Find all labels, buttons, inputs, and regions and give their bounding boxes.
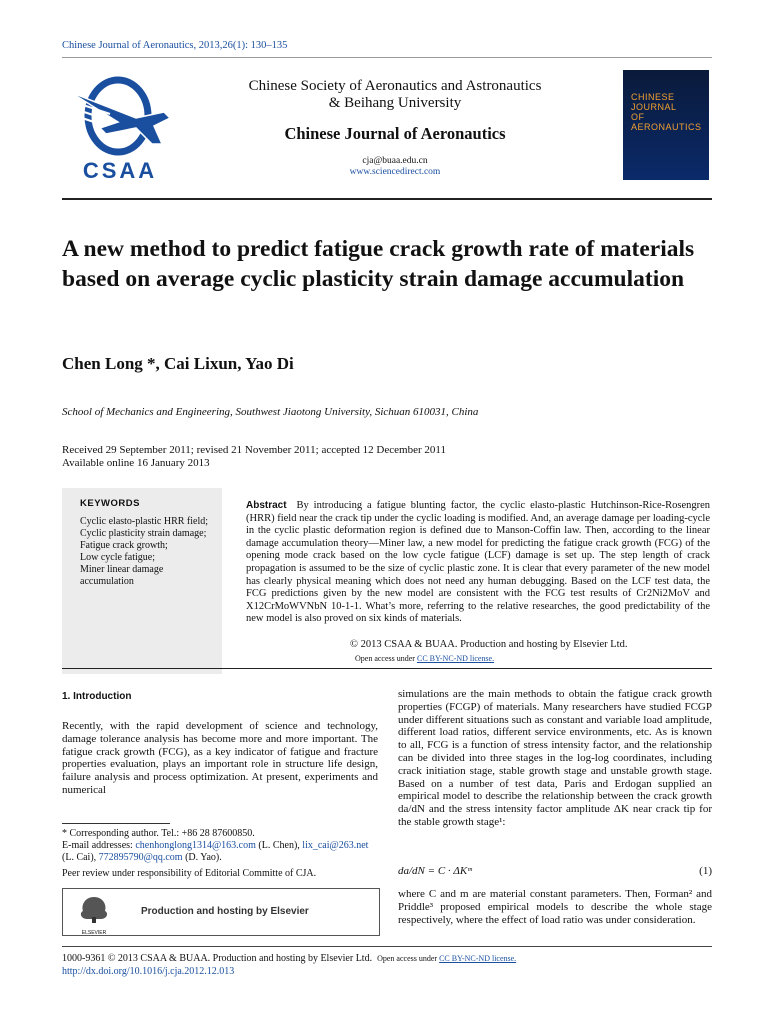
header-divider — [62, 57, 712, 58]
footer-open-access — [377, 954, 516, 963]
email-addresses — [62, 840, 378, 864]
society-name — [210, 78, 580, 112]
keywords-box — [62, 488, 222, 674]
keyword-item: Cyclic elasto-plastic HRR field; — [80, 516, 209, 527]
cover-line: AERONAUTICS — [631, 122, 702, 132]
cover-line: OF — [631, 112, 645, 122]
footer-copyright — [62, 953, 516, 964]
abstract-divider — [62, 668, 712, 669]
footer-divider — [62, 946, 712, 947]
article-title: A new method to predict fatigue crack growth rate of materials based on average cyclic plasticity strain damage accumulation — [62, 236, 695, 292]
journal-website-link[interactable]: www.sciencedirect.com — [349, 167, 441, 177]
journal-name: Chinese Journal of Aeronautics — [284, 124, 506, 143]
footnote — [62, 828, 378, 864]
email-owner: (L. Chen), — [255, 840, 303, 851]
license-link[interactable]: CC BY-NC-ND license. — [439, 954, 517, 963]
license-link[interactable]: CC BY-NC-ND license. — [416, 654, 495, 663]
email-owner: (L. Cai), — [62, 852, 99, 863]
cover-line: CHINESE — [631, 92, 675, 102]
available-date: Available online 16 January 2013 — [62, 457, 210, 469]
doi-link[interactable]: http://dx.doi.org/10.1016/j.cja.2012.12.013 — [62, 966, 235, 977]
society-line-1: Chinese Society of Aeronautics and Astronautics — [248, 78, 542, 94]
equation-1 — [398, 865, 712, 877]
journal-reference[interactable]: Chinese Journal of Aeronautics, 2013,26(1): 130–135 — [62, 40, 288, 51]
intro-paragraph-right-2: where C and m are material constant parameters. Then, Forman² and Priddle³ proposed empirical models to describe the whole stage respectively, where the effect of load ratio was under consideration. — [398, 888, 712, 926]
abstract-text: By introducing a fatigue blunting factor, the cyclic elasto-plastic Hutchinson-Rice-Rosengren (HRR) field near the crack tip under the cyclic loading is modified. And, an average damage per loading-cycle in the cyclic plastic deformation region is defined due to Manson-Coffin law. Then, according to the linear damage accumulation theory—Miner law, a new model for predicting the fatigue crack growth (FCG) of the opening mode crack based on the low cycle fatigue (LCF) damage is set up. The step length of crack propagation is assumed to be the size of cyclic plastic zone. It is clear that every parameter of the new model has clearly physical meaning which does not need any human debugging. Based on the LCF test data, the FCG predictions given by the new model are consistent with the FCG test results of Cr2Ni2MoV and X12CrMoWVNbN 10-1-1. What’s more, referring to the relative researches, the good predictability of the new model is also proved on six kinds of materials. — [246, 500, 711, 625]
authors: Chen Long *, Cai Lixun, Yao Di — [62, 354, 294, 373]
email-link[interactable]: chenhonglong1314@163.com — [135, 840, 256, 851]
email-link[interactable]: 772895790@qq.com — [98, 852, 183, 863]
abstract-label: Abstract — [246, 500, 287, 511]
footnote-divider — [62, 823, 170, 824]
abstract — [246, 500, 710, 626]
keyword-item: Miner linear damage accumulation — [80, 564, 164, 587]
society-line-2: & Beihang University — [328, 95, 462, 111]
open-access-note — [355, 654, 494, 663]
keywords-heading: KEYWORDS — [80, 498, 140, 509]
masthead — [210, 78, 580, 178]
keyword-item: Cyclic plasticity strain damage; — [80, 528, 207, 539]
elsevier-tree-icon — [75, 893, 113, 936]
logo-text: CSAA — [82, 158, 158, 183]
keyword-item: Low cycle fatigue; — [80, 552, 155, 563]
intro-paragraph-right: simulations are the main methods to obtain the fatigue crack growth properties (FCGP) of materials. Many researchers have studied FCGP under different situations such as constant and variable load amplitude, different load ratios, different service environments, etc. As is known to all, FCG is a function of stress intensity factor, and the relationship can be divided into three stages in the log-log coordinates, including crack initiation stage, stable growth stage and unstable growth stage. Based on a number of test data, Paris and Erdogan supplied an empirical model to describe the relationship between the crack growth da/dN and the stress intensity factor amplitude ΔK near crack tip for the stable growth stage¹: — [398, 688, 712, 828]
abstract-copyright: © 2013 CSAA & BUAA. Production and hosting by Elsevier Ltd. — [350, 639, 628, 650]
email-link[interactable]: lix_cai@263.net — [302, 840, 369, 851]
issn-copyright: 1000-9361 © 2013 CSAA & BUAA. Production and hosting by Elsevier Ltd. — [62, 953, 373, 964]
cover-title — [631, 92, 702, 132]
section-heading: 1. Introduction — [62, 691, 132, 702]
journal-cover-image — [623, 70, 709, 180]
keyword-item: Fatigue crack growth; — [80, 540, 168, 551]
open-access-prefix: Open access under — [377, 954, 440, 963]
cover-line: JOURNAL — [631, 102, 677, 112]
equation-text: da/dN = C · ΔKᵐ — [398, 865, 472, 877]
article-dates — [62, 444, 446, 470]
affiliation: School of Mechanics and Engineering, Southwest Jiaotong University, Sichuan 610031, China — [62, 406, 479, 418]
keywords-list — [80, 516, 218, 588]
peer-review-note: Peer review under responsibility of Editorial Committe of CJA. — [62, 868, 317, 879]
contact-info — [210, 156, 580, 178]
intro-paragraph-left: Recently, with the rapid development of science and technology, damage tolerance analysis has become more and more important. The fatigue crack growth (FCG), as a key indicator of fatigue and fracture properties evaluation, plays an important role in structure life design, failure analysis and process optimization. At present, experiments and numerical — [62, 720, 378, 796]
open-access-prefix: Open access under — [355, 654, 417, 663]
corresponding-author: * Corresponding author. Tel.: +86 28 87600850. — [62, 828, 255, 839]
email-owner: (D. Yao). — [182, 852, 222, 863]
csaa-logo — [66, 72, 174, 184]
journal-email[interactable]: cja@buaa.edu.cn — [362, 156, 428, 166]
masthead-divider — [62, 198, 712, 200]
elsevier-logo-text: ELSEVIER — [81, 930, 107, 936]
plane-icon — [66, 72, 174, 158]
received-dates: Received 29 September 2011; revised 21 November 2011; accepted 12 December 2011 — [62, 444, 446, 456]
elsevier-box — [62, 888, 380, 936]
equation-number: (1) — [699, 865, 712, 877]
email-label: E-mail addresses: — [62, 840, 136, 851]
elsevier-label: Production and hosting by Elsevier — [141, 906, 309, 917]
